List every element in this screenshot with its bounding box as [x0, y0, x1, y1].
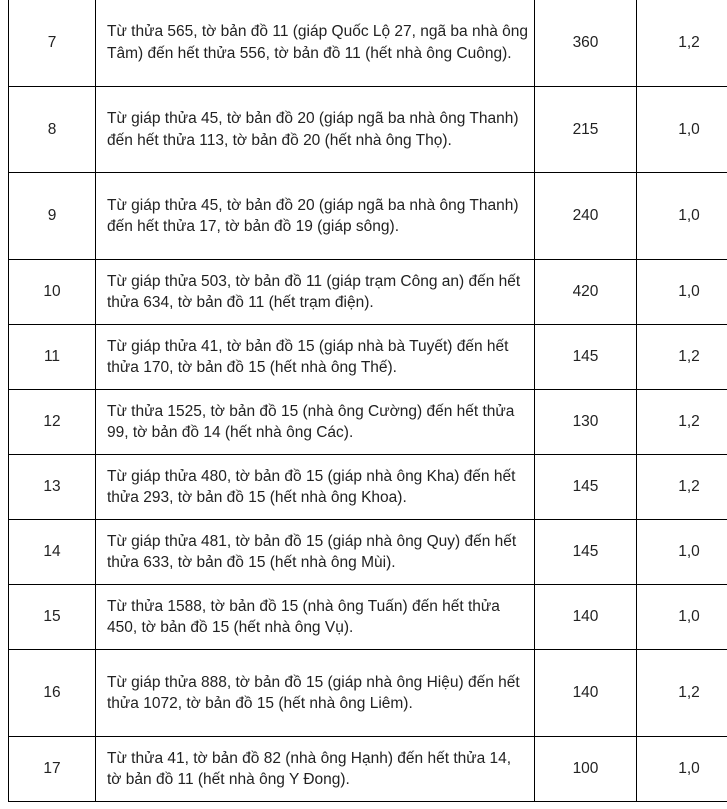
segment-coefficient: 1,2 — [637, 0, 727, 87]
table-row — [9, 650, 727, 737]
row-number: 13 — [9, 455, 96, 520]
row-number: 14 — [9, 520, 96, 585]
segment-length: 140 — [535, 585, 637, 650]
segment-description: Từ thửa 41, tờ bản đồ 82 (nhà ông Hạnh) đến hết thửa 14, tờ bản đồ 11 (hết nhà ông Y Đong). — [96, 737, 535, 802]
table-row — [9, 173, 727, 260]
table-row — [9, 260, 727, 325]
segment-description: Từ thửa 565, tờ bản đồ 11 (giáp Quốc Lộ 27, ngã ba nhà ông Tâm) đến hết thửa 556, tờ bản đồ 11 (hết nhà ông Cuông). — [96, 0, 535, 87]
segment-length: 215 — [535, 87, 637, 173]
segment-description: Từ thửa 1525, tờ bản đồ 15 (nhà ông Cường) đến hết thửa 99, tờ bản đồ 14 (hết nhà ông Các). — [96, 390, 535, 455]
table-row — [9, 520, 727, 585]
row-number: 9 — [9, 173, 96, 260]
table-row — [9, 87, 727, 173]
row-number: 15 — [9, 585, 96, 650]
row-number: 16 — [9, 650, 96, 737]
row-number: 8 — [9, 87, 96, 173]
row-number: 10 — [9, 260, 96, 325]
segment-coefficient: 1,0 — [637, 87, 727, 173]
table-row — [9, 325, 727, 390]
segment-length: 140 — [535, 650, 637, 737]
segment-coefficient: 1,2 — [637, 650, 727, 737]
row-number: 12 — [9, 390, 96, 455]
table-row — [9, 737, 727, 802]
segment-coefficient: 1,2 — [637, 455, 727, 520]
segment-coefficient: 1,0 — [637, 585, 727, 650]
segment-coefficient: 1,0 — [637, 260, 727, 325]
segment-length: 145 — [535, 325, 637, 390]
segment-description: Từ giáp thửa 45, tờ bản đồ 20 (giáp ngã ba nhà ông Thanh) đến hết thửa 17, tờ bản đồ 19 (giáp sông). — [96, 173, 535, 260]
table-row — [9, 455, 727, 520]
table-row — [9, 0, 727, 87]
segment-length: 145 — [535, 520, 637, 585]
segment-description: Từ giáp thửa 41, tờ bản đồ 15 (giáp nhà bà Tuyết) đến hết thửa 170, tờ bản đồ 15 (hết nhà ông Thế). — [96, 325, 535, 390]
segment-length: 240 — [535, 173, 637, 260]
segment-length: 420 — [535, 260, 637, 325]
segment-description: Từ giáp thửa 480, tờ bản đồ 15 (giáp nhà ông Kha) đến hết thửa 293, tờ bản đồ 15 (hết nhà ông Khoa). — [96, 455, 535, 520]
segment-description: Từ thửa 1588, tờ bản đồ 15 (nhà ông Tuấn) đến hết thửa 450, tờ bản đồ 15 (hết nhà ông Vụ). — [96, 585, 535, 650]
row-number: 7 — [9, 0, 96, 87]
segment-coefficient: 1,0 — [637, 173, 727, 260]
row-number: 11 — [9, 325, 96, 390]
table-row — [9, 390, 727, 455]
road-segment-table — [8, 0, 727, 802]
table-row — [9, 585, 727, 650]
segment-description: Từ giáp thửa 503, tờ bản đồ 11 (giáp trạm Công an) đến hết thửa 634, tờ bản đồ 11 (hết trạm điện). — [96, 260, 535, 325]
segment-description: Từ giáp thửa 45, tờ bản đồ 20 (giáp ngã ba nhà ông Thanh) đến hết thửa 113, tờ bản đồ 20 (hết nhà ông Thọ). — [96, 87, 535, 173]
segment-coefficient: 1,0 — [637, 737, 727, 802]
segment-length: 130 — [535, 390, 637, 455]
segment-length: 360 — [535, 0, 637, 87]
segment-coefficient: 1,2 — [637, 325, 727, 390]
segment-coefficient: 1,2 — [637, 390, 727, 455]
segment-coefficient: 1,0 — [637, 520, 727, 585]
segment-description: Từ giáp thửa 481, tờ bản đồ 15 (giáp nhà ông Quy) đến hết thửa 633, tờ bản đồ 15 (hết nhà ông Mùi). — [96, 520, 535, 585]
segment-length: 100 — [535, 737, 637, 802]
row-number: 17 — [9, 737, 96, 802]
segment-length: 145 — [535, 455, 637, 520]
segment-description: Từ giáp thửa 888, tờ bản đồ 15 (giáp nhà ông Hiệu) đến hết thửa 1072, tờ bản đồ 15 (hết nhà ông Liêm). — [96, 650, 535, 737]
